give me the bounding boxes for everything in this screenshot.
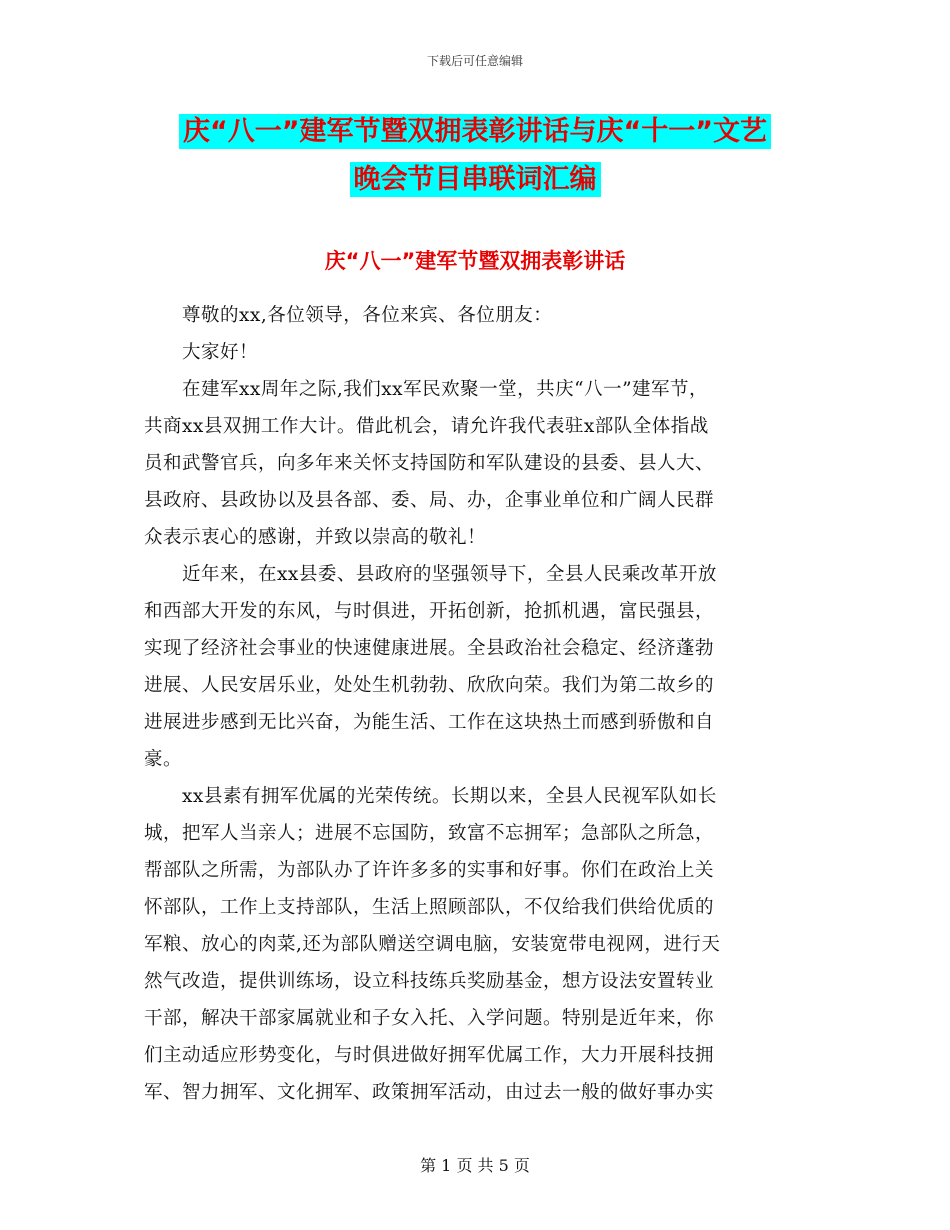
text-line: 共商xx县双拥工作大计。借此机会，请允许我代表驻x部队全体指战: [144, 416, 709, 437]
text-line: 大家好！: [144, 342, 259, 363]
text-line: 军粮、放心的肉菜,还为部队赠送空调电脑，安装宽带电视网，进行天: [144, 934, 721, 955]
text-line: 豪。: [144, 749, 183, 770]
section-title: 庆“八一”建军节暨双拥表彰讲话: [324, 249, 626, 273]
text-line: 城，把军人当亲人；进展不忘国防，致富不忘拥军；急部队之所急，: [144, 823, 715, 844]
text-line: 实现了经济社会事业的快速健康进展。全县政治社会稳定、经济蓬勃: [144, 638, 715, 659]
text-line: 和西部大开发的东风，与时俱进，开拓创新，抢抓机遇，富民强县，: [144, 601, 715, 622]
text-line: 近年来，在xx县委、县政府的坚强领导下，全县人民乘改革开放: [144, 564, 717, 585]
text-line: xx县素有拥军优属的光荣传统。长期以来，全县人民视军队如长: [144, 786, 717, 807]
text-line: 干部，解决干部家属就业和子女入托、入学问题。特别是近年来，你: [144, 1008, 715, 1029]
page-footer: 第 1 页 共 5 页: [420, 1156, 530, 1175]
text-line: 县政府、县政协以及县各部、委、局、办，企事业单位和广阔人民群: [144, 490, 715, 511]
text-line: 员和武警官兵，向多年来关怀支持国防和军队建设的县委、县人大、: [144, 453, 715, 474]
text-line: 在建军xx周年之际,我们xx军民欢聚一堂，共庆“八一”建军节，: [144, 379, 709, 400]
text-line: 众表示衷心的感谢，并致以崇高的敬礼！: [144, 527, 487, 548]
text-line: 然气改造，提供训练场，设立科技练兵奖励基金，想方设法安置转业: [144, 971, 715, 992]
text-line: 进展进步感到无比兴奋，为能生活、工作在这块热土而感到骄傲和自: [144, 712, 715, 733]
document-title: [0, 108, 950, 204]
title-line-2: 晚会节目串联词汇编: [350, 162, 601, 197]
body-text: [144, 297, 814, 1111]
text-line: 军、智力拥军、文化拥军、政策拥军活动，由过去一般的做好事办实: [144, 1082, 715, 1103]
text-line: 怀部队，工作上支持部队，生活上照顾部队，不仅给我们供给优质的: [144, 897, 715, 918]
text-line: 进展、人民安居乐业，处处生机勃勃、欣欣向荣。我们为第二故乡的: [144, 675, 715, 696]
text-line: 尊敬的xx,各位领导，各位来宾、各位朋友：: [144, 305, 553, 326]
title-line-1: 庆“八一”建军节暨双拥表彰讲话与庆“十一”文艺: [179, 114, 771, 149]
header-note: 下载后可任意编辑: [426, 54, 523, 68]
text-line: 们主动适应形势变化，与时俱进做好拥军优属工作，大力开展科技拥: [144, 1045, 715, 1066]
text-line: 帮部队之所需，为部队办了许许多多的实事和好事。你们在政治上关: [144, 860, 715, 881]
